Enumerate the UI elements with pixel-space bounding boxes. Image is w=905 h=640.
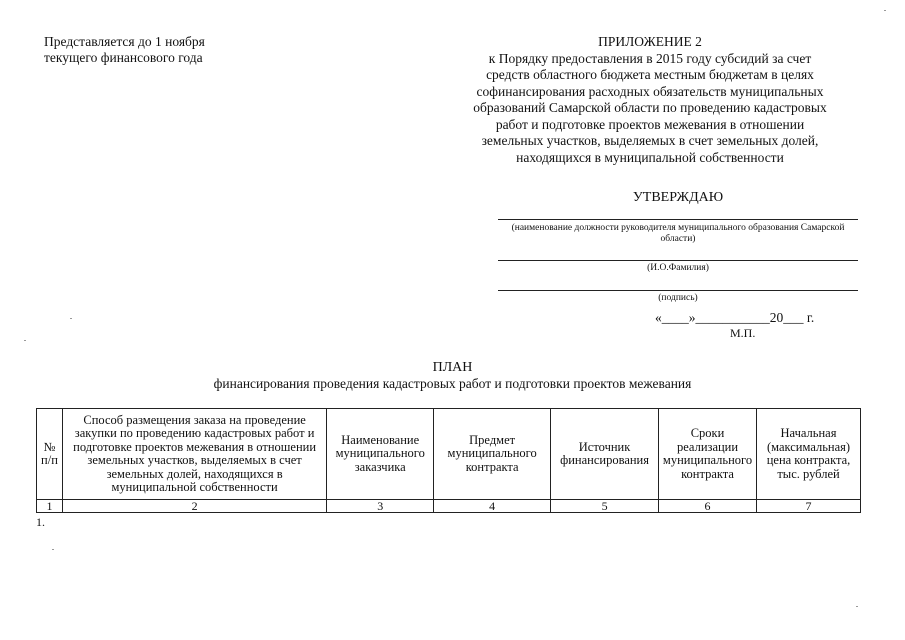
appendix-block [438, 34, 862, 166]
position-caption: (наименование должности руководителя муниципального образования Самарской области) [511, 223, 845, 244]
name-caption: (И.О.Фамилия) [647, 263, 709, 273]
appendix-line: софинансирования расходных обязательств муниципальных [476, 83, 824, 99]
signature-caption: (подпись) [658, 293, 698, 303]
column-number: 1 [37, 500, 63, 513]
scan-speck [856, 606, 858, 607]
column-number: 3 [327, 500, 434, 513]
submission-note [44, 34, 205, 66]
column-header: Источник финансирования [551, 409, 659, 500]
table-row [37, 500, 861, 513]
name-line [498, 260, 858, 261]
approval-date: «____»___________20___ г. [655, 310, 815, 325]
column-header: Начальная (максимальная) цена контракта, тыс. рублей [757, 409, 861, 500]
plan-title: ПЛАН [432, 360, 473, 375]
appendix-line: земельных участков, выделяемых в счет земельных долей, [481, 133, 819, 148]
plan-table [36, 408, 861, 513]
column-number: 7 [757, 500, 861, 513]
table-header-row [37, 409, 861, 500]
appendix-line: работ и подготовке проектов межевания в отношении [495, 116, 805, 132]
appendix-title: ПРИЛОЖЕНИЕ 2 [598, 34, 702, 49]
column-header: № п/п [37, 409, 63, 500]
approve-label: УТВЕРЖДАЮ [632, 190, 724, 205]
column-header: Способ размещения заказа на проведение закупки по проведению кадастровых работ и подготовке проектов межевания в отношении земельных участков, выделяемых в счет земельных долей, находящихся в муниципальной собственности [62, 409, 326, 500]
appendix-line: образований Самарской области по проведению кадастровых [473, 100, 827, 115]
signature-line [498, 290, 858, 291]
column-number: 6 [659, 500, 757, 513]
appendix-line: средств областного бюджета местным бюджетам в целях [486, 67, 814, 82]
seal-mark: М.П. [730, 326, 756, 340]
plan-subtitle: финансирования проведения кадастровых работ и подготовки проектов межевания [213, 376, 692, 391]
scan-speck [884, 10, 886, 11]
appendix-line: к Порядку предоставления в 2015 году субсидий за счет [488, 50, 812, 66]
column-number: 4 [434, 500, 551, 513]
scan-speck [70, 318, 72, 319]
submission-note-line-2: текущего финансового года [44, 50, 203, 65]
submission-note-line-1: Представляется до 1 ноября [44, 34, 205, 49]
column-header: Наименование муниципального заказчика [327, 409, 434, 500]
scan-speck [52, 549, 54, 550]
column-header: Сроки реализации муниципального контракта [659, 409, 757, 500]
appendix-line: находящихся в муниципальной собственности [516, 149, 784, 165]
column-number: 2 [62, 500, 326, 513]
first-row-marker: 1. [36, 515, 45, 529]
column-number: 5 [551, 500, 659, 513]
column-header: Предмет муниципального контракта [434, 409, 551, 500]
scan-speck [24, 340, 26, 341]
position-line [498, 219, 858, 220]
